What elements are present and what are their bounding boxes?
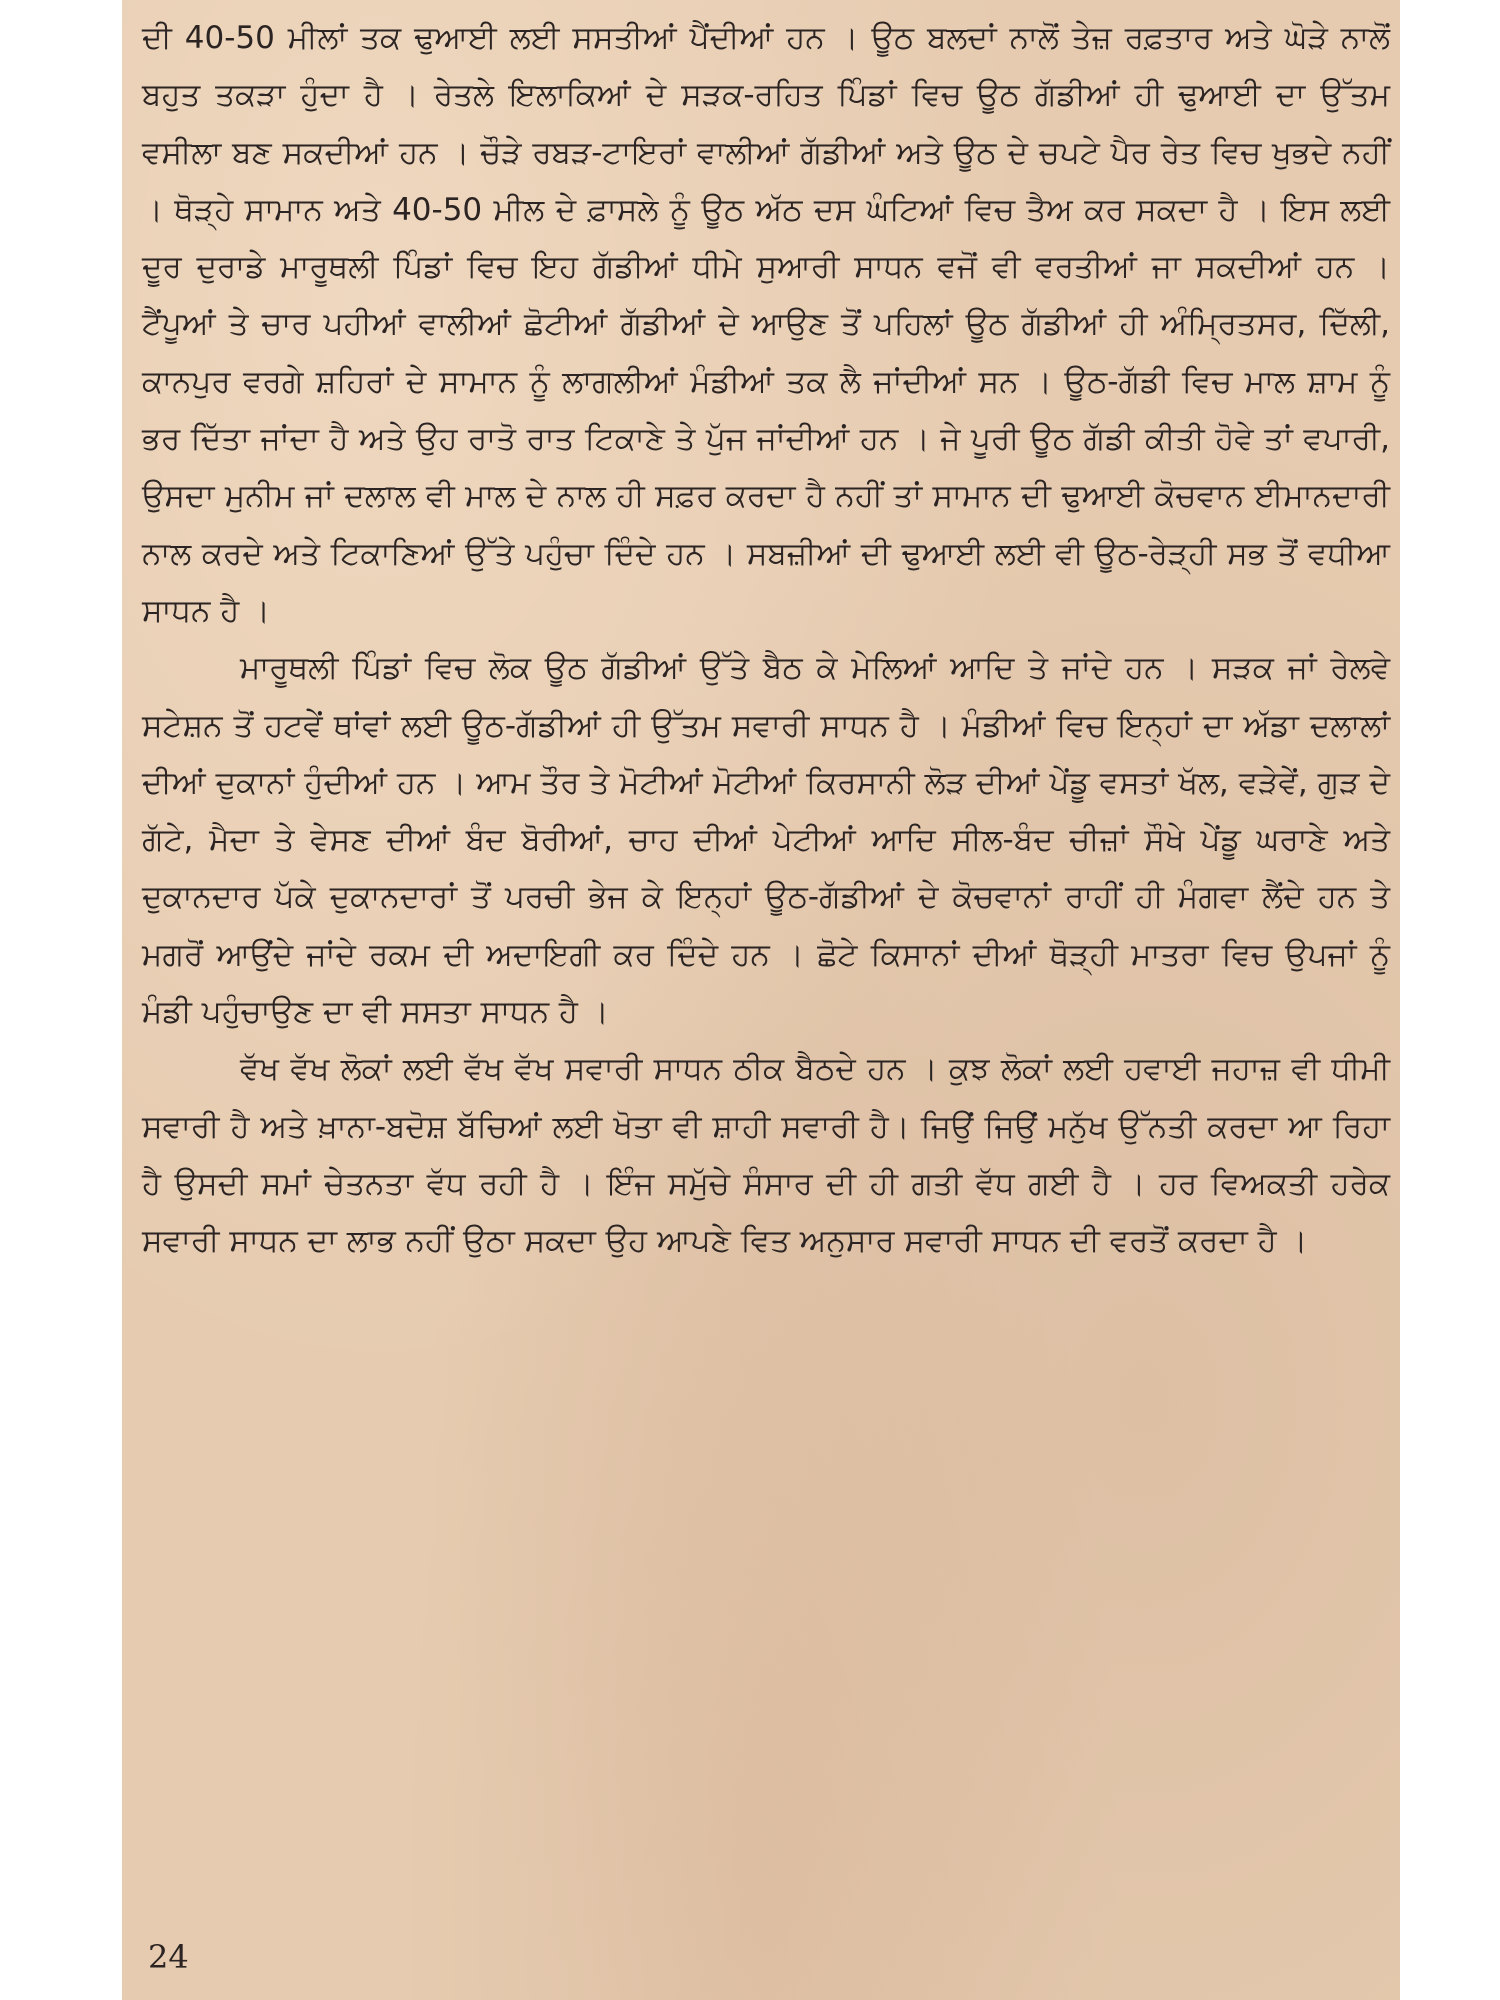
paragraph-means-of-transport: ਵੱਖ ਵੱਖ ਲੋਕਾਂ ਲਈ ਵੱਖ ਵੱਖ ਸਵਾਰੀ ਸਾਧਨ ਠੀਕ ਬੈਠਦੇ ਹਨ । ਕੁਝ ਲੋਕਾਂ ਲਈ ਹਵਾਈ ਜਹਾਜ਼ ਵੀ ਧੀਮੀ ਸਵਾਰੀ ਹੈ ਅਤੇ ਖ਼ਾਨਾ-ਬਦੋਸ਼ ਬੱਚਿਆਂ ਲਈ ਖੋਤਾ ਵੀ ਸ਼ਾਹੀ ਸਵਾਰੀ ਹੈ। ਜਿਉਂ ਜਿਉਂ ਮਨੁੱਖ ਉੱਨਤੀ ਕਰਦਾ ਆ ਰਿਹਾ ਹੈ ਉਸਦੀ ਸਮਾਂ ਚੇਤਨਤਾ ਵੱਧ ਰਹੀ ਹੈ । ਇੰਜ ਸਮੁੱਚੇ ਸੰਸਾਰ ਦੀ ਹੀ ਗਤੀ ਵੱਧ ਗਈ ਹੈ । ਹਰ ਵਿਅਕਤੀ ਹਰੇਕ ਸਵਾਰੀ ਸਾਧਨ ਦਾ ਲਾਭ ਨਹੀਂ ਉਠਾ ਸਕਦਾ ਉਹ ਆਪਣੇ ਵਿਤ ਅਨੁਸਾਰ ਸਵਾਰੀ ਸਾਧਨ ਦੀ ਵਰਤੋਂ ਕਰਦਾ ਹੈ । — [142, 1051, 1390, 1260]
paragraph-desert-villages: ਮਾਰੂਥਲੀ ਪਿੰਡਾਂ ਵਿਚ ਲੋਕ ਊਠ ਗੱਡੀਆਂ ਉੱਤੇ ਬੈਠ ਕੇ ਮੇਲਿਆਂ ਆਦਿ ਤੇ ਜਾਂਦੇ ਹਨ । ਸੜਕ ਜਾਂ ਰੇਲਵੇ ਸਟੇਸ਼ਨ ਤੋਂ ਹਟਵੇਂ ਥਾਂਵਾਂ ਲਈ ਊਠ-ਗੱਡੀਆਂ ਹੀ ਉੱਤਮ ਸਵਾਰੀ ਸਾਧਨ ਹੈ । ਮੰਡੀਆਂ ਵਿਚ ਇਨ੍ਹਾਂ ਦਾ ਅੱਡਾ ਦਲਾਲਾਂ ਦੀਆਂ ਦੁਕਾਨਾਂ ਹੁੰਦੀਆਂ ਹਨ । ਆਮ ਤੌਰ ਤੇ ਮੋਟੀਆਂ ਮੋਟੀਆਂ ਕਿਰਸਾਨੀ ਲੋੜ ਦੀਆਂ ਪੇਂਡੂ ਵਸਤਾਂ ਖੱਲ, ਵੜੇਵੇਂ, ਗੁੜ ਦੇ ਗੱਟੇ, ਮੈਦਾ ਤੇ ਵੇਸਣ ਦੀਆਂ ਬੰਦ ਬੋਰੀਆਂ, ਚਾਹ ਦੀਆਂ ਪੇਟੀਆਂ ਆਦਿ ਸੀਲ-ਬੰਦ ਚੀਜ਼ਾਂ ਸੌਖੇ ਪੇਂਡੂ ਘਰਾਣੇ ਅਤੇ ਦੁਕਾਨਦਾਰ ਪੱਕੇ ਦੁਕਾਨਦਾਰਾਂ ਤੋਂ ਪਰਚੀ ਭੇਜ ਕੇ ਇਨ੍ਹਾਂ ਊਠ-ਗੱਡੀਆਂ ਦੇ ਕੋਚਵਾਨਾਂ ਰਾਹੀਂ ਹੀ ਮੰਗਵਾ ਲੈਂਦੇ ਹਨ ਤੇ ਮਗਰੋਂ ਆਉਂਦੇ ਜਾਂਦੇ ਰਕਮ ਦੀ ਅਦਾਇਗੀ ਕਰ ਦਿੰਦੇ ਹਨ । ਛੋਟੇ ਕਿਸਾਨਾਂ ਦੀਆਂ ਥੋੜ੍ਹੀ ਮਾਤਰਾ ਵਿਚ ਉਪਜਾਂ ਨੂੰ ਮੰਡੀ ਪਹੁੰਚਾਉਣ ਦਾ ਵੀ ਸਸਤਾ ਸਾਧਨ ਹੈ । — [142, 650, 1390, 1031]
paragraph-camel-cart-transport: ਦੀ 40-50 ਮੀਲਾਂ ਤਕ ਢੁਆਈ ਲਈ ਸਸਤੀਆਂ ਪੈਂਦੀਆਂ ਹਨ । ਊਠ ਬਲਦਾਂ ਨਾਲੋਂ ਤੇਜ਼ ਰਫ਼ਤਾਰ ਅਤੇ ਘੋੜੇ ਨਾਲੋਂ ਬਹੁਤ ਤਕੜਾ ਹੁੰਦਾ ਹੈ । ਰੇਤਲੇ ਇਲਾਕਿਆਂ ਦੇ ਸੜਕ-ਰਹਿਤ ਪਿੰਡਾਂ ਵਿਚ ਊਠ ਗੱਡੀਆਂ ਹੀ ਢੁਆਈ ਦਾ ਉੱਤਮ ਵਸੀਲਾ ਬਣ ਸਕਦੀਆਂ ਹਨ । ਚੌੜੇ ਰਬੜ-ਟਾਇਰਾਂ ਵਾਲੀਆਂ ਗੱਡੀਆਂ ਅਤੇ ਊਠ ਦੇ ਚਪਟੇ ਪੈਰ ਰੇਤ ਵਿਚ ਖੁਭਦੇ ਨਹੀਂ । ਥੋੜ੍ਹੇ ਸਾਮਾਨ ਅਤੇ 40-50 ਮੀਲ ਦੇ ਫ਼ਾਸਲੇ ਨੂੰ ਊਠ ਅੱਠ ਦਸ ਘੰਟਿਆਂ ਵਿਚ ਤੈਅ ਕਰ ਸਕਦਾ ਹੈ । ਇਸ ਲਈ ਦੂਰ ਦੁਰਾਡੇ ਮਾਰੂਥਲੀ ਪਿੰਡਾਂ ਵਿਚ ਇਹ ਗੱਡੀਆਂ ਧੀਮੇ ਸੁਆਰੀ ਸਾਧਨ ਵਜੋਂ ਵੀ ਵਰਤੀਆਂ ਜਾ ਸਕਦੀਆਂ ਹਨ । ਟੈਂਪੂਆਂ ਤੇ ਚਾਰ ਪਹੀਆਂ ਵਾਲੀਆਂ ਛੋਟੀਆਂ ਗੱਡੀਆਂ ਦੇ ਆਉਣ ਤੋਂ ਪਹਿਲਾਂ ਊਠ ਗੱਡੀਆਂ ਹੀ ਅੰਮ੍ਰਿਤਸਰ, ਦਿੱਲੀ, ਕਾਨਪੁਰ ਵਰਗੇ ਸ਼ਹਿਰਾਂ ਦੇ ਸਾਮਾਨ ਨੂੰ ਲਾਗਲੀਆਂ ਮੰਡੀਆਂ ਤਕ ਲੈ ਜਾਂਦੀਆਂ ਸਨ । ਊਠ-ਗੱਡੀ ਵਿਚ ਮਾਲ ਸ਼ਾਮ ਨੂੰ ਭਰ ਦਿੱਤਾ ਜਾਂਦਾ ਹੈ ਅਤੇ ਉਹ ਰਾਤੋ ਰਾਤ ਟਿਕਾਣੇ ਤੇ ਪੁੱਜ ਜਾਂਦੀਆਂ ਹਨ । ਜੇ ਪੂਰੀ ਊਠ ਗੱਡੀ ਕੀਤੀ ਹੋਵੇ ਤਾਂ ਵਪਾਰੀ, ਉਸਦਾ ਮੁਨੀਮ ਜਾਂ ਦਲਾਲ ਵੀ ਮਾਲ ਦੇ ਨਾਲ ਹੀ ਸਫ਼ਰ ਕਰਦਾ ਹੈ ਨਹੀਂ ਤਾਂ ਸਾਮਾਨ ਦੀ ਢੁਆਈ ਕੋਚਵਾਨ ਈਮਾਨਦਾਰੀ ਨਾਲ ਕਰਦੇ ਅਤੇ ਟਿਕਾਣਿਆਂ ਉੱਤੇ ਪਹੁੰਚਾ ਦਿੰਦੇ ਹਨ । ਸਬਜ਼ੀਆਂ ਦੀ ਢੁਆਈ ਲਈ ਵੀ ਊਠ-ਰੇੜ੍ਹੀ ਸਭ ਤੋਂ ਵਧੀਆ ਸਾਧਨ ਹੈ । — [142, 20, 1390, 629]
book-page — [122, 0, 1400, 2000]
page-body-text — [142, 10, 1390, 1271]
page-number: 24 — [148, 1938, 189, 1976]
